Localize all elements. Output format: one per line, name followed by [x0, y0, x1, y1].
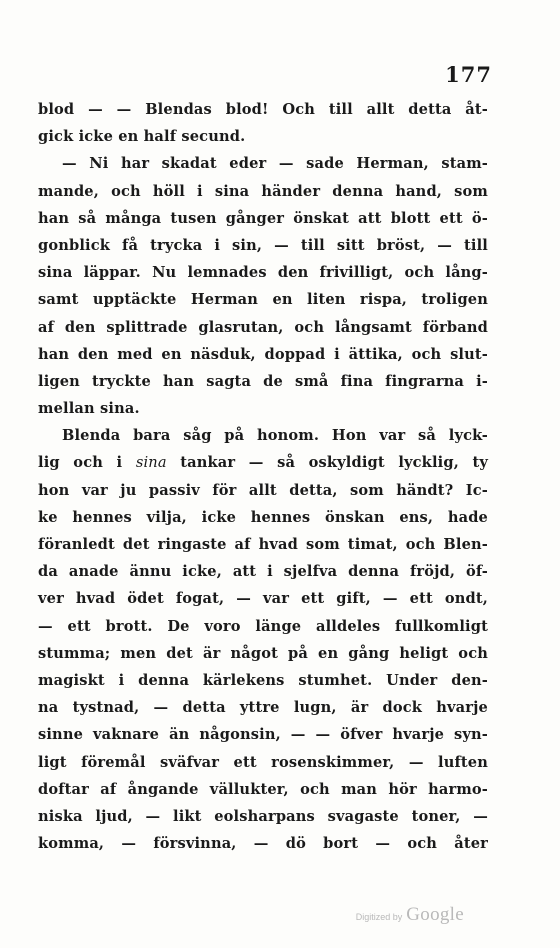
text-segment: — Ni har skadat eder — sade Herman, stam-: [62, 155, 488, 173]
text-segment: Blenda bara såg på honom. Hon var så lyck-: [62, 427, 488, 445]
text-line: [38, 286, 488, 313]
text-line: [38, 395, 488, 422]
text-segment: ligen tryckte han sagta de små fina fingrarna i-: [38, 372, 488, 390]
text-segment: mellan sina.: [38, 400, 140, 418]
text-line: [38, 667, 488, 694]
text-segment: — ett brott. De voro länge alldeles fullkomligt: [38, 617, 488, 635]
text-line: [38, 123, 488, 150]
text-segment: lig och i: [38, 454, 136, 472]
text-segment: af den splittrade glasrutan, och långsamt förband: [38, 318, 488, 336]
text-line: [38, 422, 488, 449]
text-line: [38, 721, 488, 748]
text-segment: han så många tusen gånger önskat att blott ett ö-: [38, 209, 488, 227]
text-segment: föranledt det ringaste af hvad som timat, och Blen-: [38, 536, 488, 553]
text-line: [38, 830, 488, 857]
google-logo: Google: [406, 904, 464, 925]
text-segment: sinne vaknare än någonsin, — — öfver hvarje syn-: [38, 726, 488, 744]
text-segment: blod — — Blendas blod! Och till allt detta åt-: [38, 101, 488, 118]
text-segment: magiskt i denna kärlekens stumhet. Under den-: [38, 671, 488, 689]
text-segment: ver hvad ödet fogat, — var ett gift, — ett ondt,: [38, 590, 488, 608]
text-segment: doftar af ångande vällukter, och man hör harmo-: [38, 780, 488, 798]
text-segment: stumma; men det är något på en gång heligt och: [38, 644, 488, 662]
text-segment: hon var ju passiv för allt detta, som händt? Ic-: [38, 481, 488, 499]
text-line: [38, 232, 488, 259]
text-line: [38, 96, 488, 123]
digitized-label: Digitized by: [355, 912, 403, 922]
page-number: 177: [445, 62, 492, 87]
text-segment: han den med en näsduk, doppad i ättika, och slut-: [38, 345, 488, 363]
text-line: [38, 613, 488, 640]
text-line: [38, 205, 488, 232]
text-segment: ligt föremål sväfvar ett rosenskimmer, — luften: [38, 753, 488, 771]
text-segment: sina läppar. Nu lemnades den frivilligt, och lång-: [38, 264, 488, 282]
text-segment: komma, — försvinna, — dö bort — och åter: [38, 835, 488, 853]
text-segment: gick icke en half secund.: [38, 128, 246, 146]
text-line: [38, 803, 488, 830]
text-line: [38, 558, 488, 585]
text-line: [38, 504, 488, 531]
text-segment: samt upptäckte Herman en liten rispa, troligen: [38, 291, 488, 309]
text-line: [38, 694, 488, 721]
text-line: [38, 776, 488, 803]
body-text: [38, 96, 488, 857]
text-segment: da anade ännu icke, att i sjelfva denna fröjd, öf-: [38, 563, 488, 581]
text-line: [38, 368, 488, 395]
text-line: [38, 150, 488, 177]
text-line: [38, 477, 488, 504]
text-line: [38, 259, 488, 286]
text-line: [38, 449, 488, 476]
text-segment: gonblick få trycka i sin, — till sitt bröst, — till: [38, 236, 488, 254]
text-line: [38, 531, 488, 558]
text-segment: tankar — så oskyldigt lycklig, ty: [166, 454, 489, 472]
text-line: [38, 640, 488, 667]
text-segment: mande, och höll i sina händer denna hand, som: [38, 182, 488, 200]
text-segment: sina: [135, 454, 167, 472]
text-line: [38, 314, 488, 341]
digitized-by-google-watermark: [356, 904, 464, 926]
text-segment: niska ljud, — likt eolsharpans svagaste toner, —: [38, 807, 488, 825]
text-segment: ke hennes vilja, icke hennes önskan ens, hade: [38, 508, 488, 526]
text-line: [38, 341, 488, 368]
text-line: [38, 585, 488, 612]
text-line: [38, 178, 488, 205]
text-segment: na tystnad, — detta yttre lugn, är dock hvarje: [38, 699, 488, 717]
text-line: [38, 749, 488, 776]
